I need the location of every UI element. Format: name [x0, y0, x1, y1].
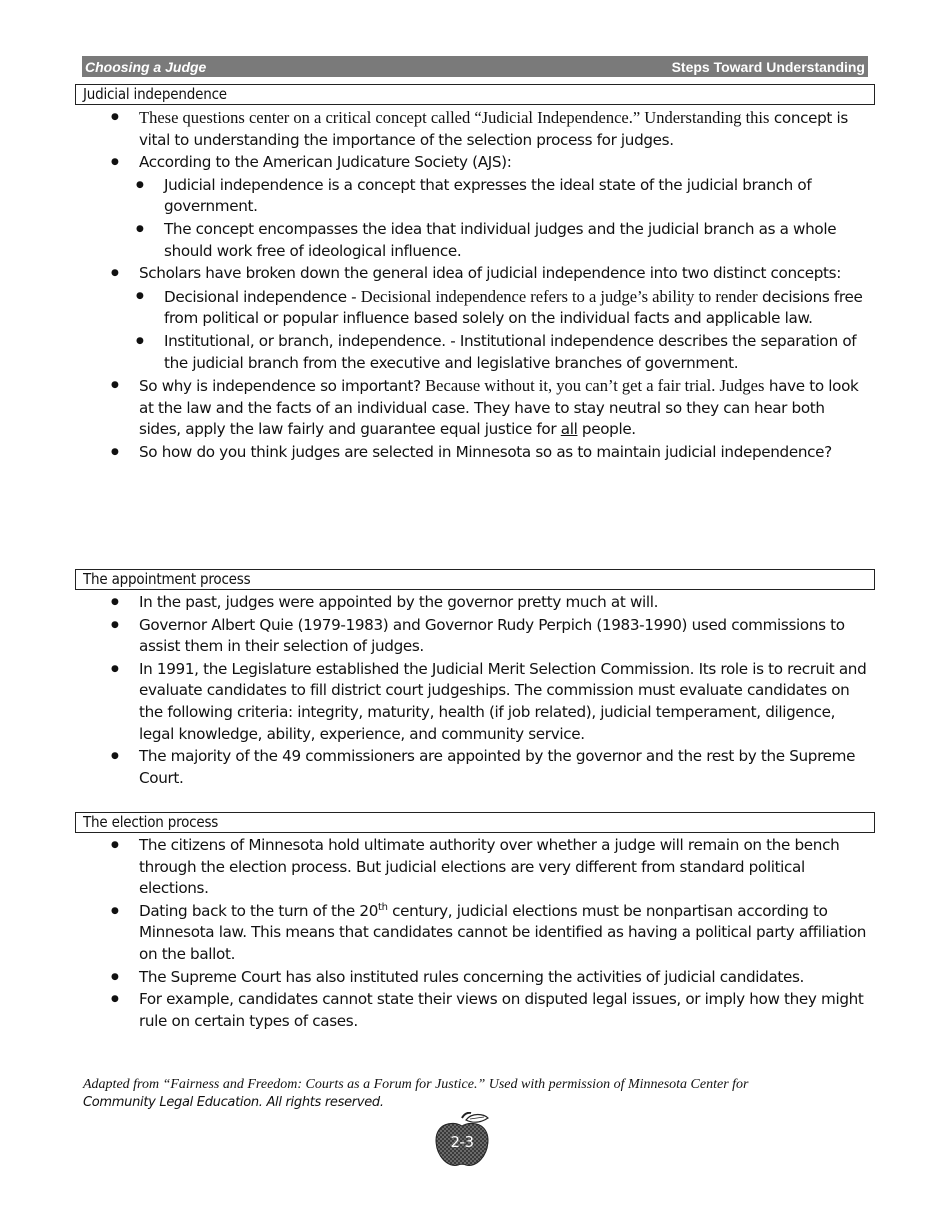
header-title-left: Choosing a Judge [85, 58, 207, 75]
independence-b1-serif: These questions center on a critical concept called “Judicial Independence.” Understanding this [139, 108, 770, 127]
page-number: 2-3 [450, 1133, 474, 1151]
attribution-line-1: Adapted from “Fairness and Freedom: Courts as a Forum for Justice.” Used with permission of Minnesota Center for [83, 1077, 749, 1092]
list-item: ● The Supreme Court has also instituted rules concerning the activities of judicial candidates. [108, 967, 868, 989]
list-item [108, 152, 868, 262]
list-item: ● The citizens of Minnesota hold ultimate authority over whether a judge will remain on the bench through the election process. But judicial elections are very different from standard political elections. [108, 835, 868, 900]
attribution-footer [83, 1076, 873, 1112]
section-title-election-process: The election process [75, 812, 875, 833]
list-item [108, 375, 868, 441]
why-end: people. [577, 420, 636, 439]
list-item [108, 263, 868, 374]
list-item: ● The concept encompasses the idea that individual judges and the judicial branch as a whole should work free of ideological influence. [108, 219, 868, 262]
list-item [108, 286, 868, 330]
independence-b3: Scholars have broken down the general idea of judicial independence into two distinct concepts: [139, 264, 841, 283]
list-item: ● The majority of the 49 commissioners are appointed by the governor and the rest by the Supreme Court. [108, 746, 868, 789]
decisional-lead: Decisional independence - [164, 287, 361, 306]
election-list [108, 835, 868, 1033]
why-lead: So why is independence so important? [139, 377, 426, 396]
section-title-appointment-process: The appointment process [75, 569, 875, 590]
list-item: ● Judicial independence is a concept that expresses the ideal state of the judicial branch of government. [108, 175, 868, 218]
list-item: ● Governor Albert Quie (1979-1983) and Governor Rudy Perpich (1983-1990) used commissions to assist them in their selection of judges. [108, 615, 868, 658]
section-title-judicial-independence: Judicial independence [75, 84, 875, 105]
ajs-sublist [108, 175, 868, 262]
independence-b2: According to the American Judicature Society (AJS): [139, 153, 512, 172]
decisional-serif: Decisional independence refers to a judge’s ability to render [360, 286, 758, 306]
concepts-sublist [108, 286, 868, 374]
why-underlined: all [560, 420, 578, 439]
independence-list [108, 107, 868, 465]
list-item: ● For example, candidates cannot state their views on disputed legal issues, or imply how they might rule on certain types of cases. [108, 989, 868, 1032]
list-item: ● Institutional, or branch, independence. - Institutional independence describes the separation of the judicial branch from the executive and legislative branches of government. [108, 331, 868, 374]
election-b2-post: century, judicial elections must be nonpartisan according to Minnesota law. This means that candidates cannot be identified as having a political party affiliation on the ballot. [139, 901, 867, 963]
list-item [108, 107, 868, 151]
decisional-rest: decisions free from political or popular influence based solely on the individual facts and applicable law. [164, 287, 863, 328]
list-item: ● In 1991, the Legislature established the Judicial Merit Selection Commission. Its role is to recruit and evaluate candidates to fill district court judgeships. The commission must evaluate candidates on the following criteria: integrity, maturity, health (if job related), judicial temperament, diligence, legal knowledge, ability, experience, and community service. [108, 659, 868, 745]
why-serif: Because without it, you can’t get a fair trial. Judges [425, 376, 765, 396]
page-header-bar [82, 56, 868, 77]
why-rest: have to look at the law and the facts of an individual case. They have to stay neutral so they can hear both sides, apply the law fairly and guarantee equal justice for [139, 377, 859, 439]
appointment-list [108, 592, 868, 790]
list-item: ● So how do you think judges are selected in Minnesota so as to maintain judicial independence? [108, 442, 868, 464]
attribution-line-2: Community Legal Education. All rights reserved. [83, 1095, 384, 1110]
election-b2-pre: Dating back to the turn of the 20 [139, 901, 379, 920]
independence-b1-rest: concept is vital to understanding the importance of the selection process for judges. [139, 109, 848, 149]
election-b2-sup: th [378, 901, 388, 913]
list-item [108, 901, 868, 966]
list-item: ● In the past, judges were appointed by the governor pretty much at will. [108, 592, 868, 614]
header-title-right: Steps Toward Understanding [671, 58, 865, 75]
